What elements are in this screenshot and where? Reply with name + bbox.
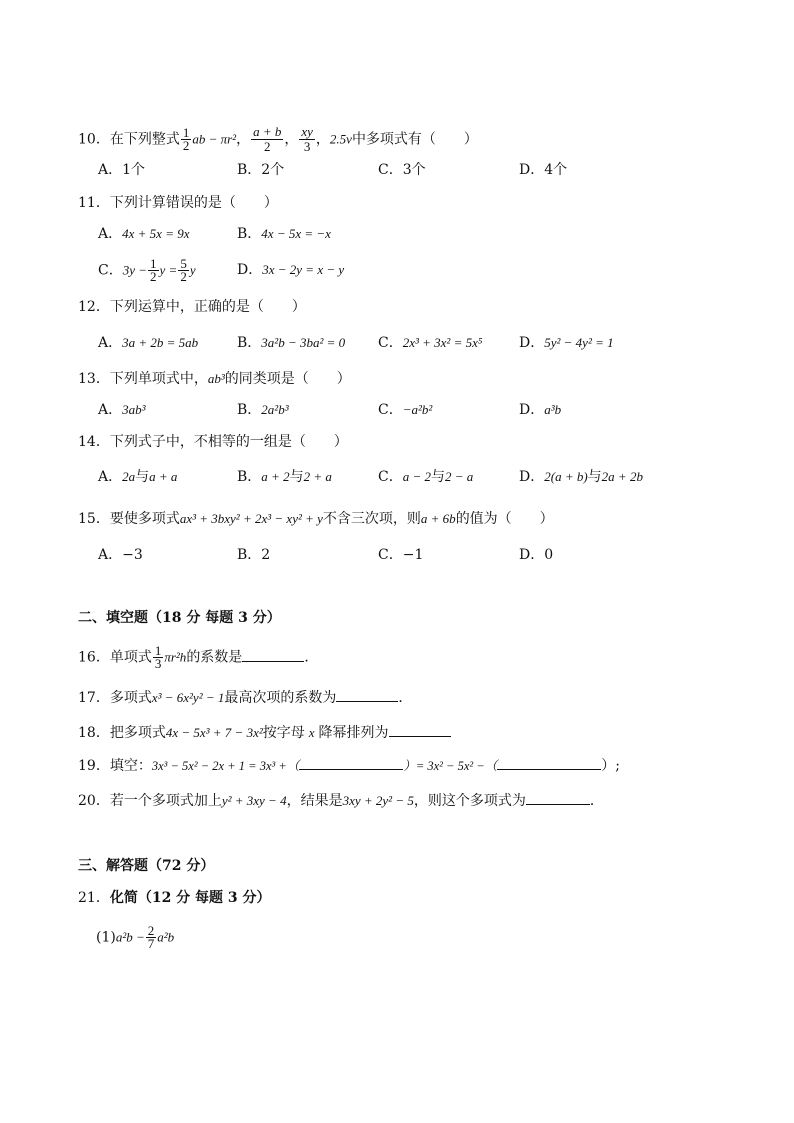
question-text: 化简（12 分 每题 3 分） [109,890,271,906]
option-d[interactable]: D．2(a + b)与2a + 2b [519,469,643,485]
question-17: 17．多项式x³ − 6x²y² − 1最高次项的系数为 ． [78,687,412,708]
question-number: 10． [78,131,110,148]
question-number: 12． [78,299,110,315]
fraction-two-sevenths: $\frac{2}{7}$ [147,923,155,951]
question-number: 21． [78,890,110,906]
question-text: 要使多项式 [109,511,180,527]
math-expression: ）= 3x² − 5x² −（ [403,759,498,773]
option-d[interactable]: D．0 [519,547,554,563]
option-d[interactable]: D．5y² − 4y² = 1 [519,335,614,351]
question-21 [78,888,271,908]
question-text: 下列单项式中， [109,371,208,387]
math-expression: 3xy + 2y² − 5 [342,793,414,808]
fraction-expression: $\frac{a + b}{2}$ [253,124,282,154]
option-c[interactable]: C．−1 [378,547,424,563]
answer-blank[interactable] [497,755,601,770]
option-a[interactable]: A．3ab³ [98,402,146,418]
question-12 [78,297,306,317]
option-d[interactable]: D．a³b [519,402,562,418]
question-text: 下列运算中，正确的是（ ） [109,299,306,315]
question-20: 20．若一个多项式加上y² + 3xy − 4，结果是3xy + 2y² − 5，则这个多项式为 ． [78,790,604,811]
question-15 [78,509,554,529]
question-text: 的系数是 [186,649,243,666]
option-a[interactable]: A．4x + 5x = 9x [98,226,190,242]
math-expression: 2.5v [329,131,352,147]
answer-blank[interactable] [336,687,398,702]
fraction-five-halves: $\frac{5}{2}$ [180,256,187,284]
question-text: 把多项式 [109,725,166,741]
question-text: ，则这个多项式为 [413,793,526,809]
question-text: 填空： [109,758,152,774]
option-d[interactable]: D．4个 [519,162,568,178]
question-18 [78,722,451,743]
question-10: 10．在下列整式 $\frac{1}{2}$ ab − πr²， $\frac{a + b}{2}$ ， $\frac{xy}{3}$ ，2.5v中多项式有（ ） [78,124,478,154]
question-number: 17． [78,690,110,706]
question-text: 降幂排列为 [318,725,389,741]
question-number: 14． [78,434,110,450]
section-heading-answer: 三、解答题（72 分） [78,858,215,874]
question-number: 13． [78,371,110,387]
math-expression: ab − πr² [192,131,237,147]
math-expression: y² + 3xy − 4 [221,793,287,808]
option-b[interactable]: B．3a²b − 3ba² = 0 [237,335,346,351]
answer-blank[interactable] [389,722,451,737]
math-expression: x³ − 6x²y² − 1 [151,690,225,705]
question-16: 16．单项式 $\frac{1}{3}$ πr²h的系数是 ． [78,643,319,671]
question-text: 中多项式有（ ） [351,131,478,148]
fraction-one-half: $\frac{1}{2}$ [182,125,190,153]
question-text: 下列式子中，不相等的一组是（ ） [109,434,348,450]
fraction-expression: $\frac{xy}{3}$ [301,124,313,154]
option-b[interactable]: B．2个 [237,162,285,178]
question-text: 若一个多项式加上 [109,793,222,809]
answer-blank[interactable] [299,755,403,770]
answer-blank[interactable] [526,790,590,805]
section-heading-fill-in: 二、填空题（18 分 每题 3 分） [78,610,281,626]
question-11 [78,193,278,213]
question-number: 18． [78,725,110,741]
question-text: 的同类项是（ ） [224,371,351,387]
option-b[interactable]: B．2a²b³ [237,402,289,418]
option-a[interactable]: A．3a + 2b = 5ab [98,335,199,351]
question-text: 单项式 [109,649,152,666]
question-text: ，结果是 [286,793,343,809]
question-number: 19． [78,758,110,774]
option-b[interactable]: B．4x − 5x = −x [237,226,331,242]
question-number: 16． [78,649,110,666]
option-d[interactable]: D．3x − 2y = x − y [237,262,345,278]
question-14 [78,432,348,452]
option-b[interactable]: B．a + 2与2 + a [237,469,332,485]
math-expression: 4x − 5x³ + 7 − 3x² [165,725,263,740]
option-a[interactable]: A．2a与a + a [98,469,178,485]
math-expression: 3x³ − 5x² − 2x + 1 = 3x³ +（ [151,759,300,773]
question-text: 下列计算错误的是（ ） [109,195,278,211]
math-expression: ax³ + 3bxy² + 2x³ − xy² + y [179,511,323,526]
question-text: 的值为（ ） [455,511,554,527]
math-expression: a + 6b [420,511,456,526]
separator: ， [236,131,251,148]
question-text: 不含三次项，则 [322,511,421,527]
question-text: 最高次项的系数为 [224,690,337,706]
option-a[interactable]: A．1个 [98,162,146,178]
fraction-one-third: $\frac{1}{3}$ [154,643,162,671]
question-number: 20． [78,793,110,809]
option-c[interactable]: C．a − 2与2 − a [378,469,474,485]
answer-blank[interactable] [242,647,304,662]
option-c[interactable]: C．2x³ + 3x² = 5x⁵ [378,335,483,351]
question-number: 15． [78,511,110,527]
option-c[interactable]: C．3个 [378,162,426,178]
option-b[interactable]: B．2 [237,547,271,563]
math-expression: ab³ [207,371,225,386]
option-c[interactable]: C．3y − $\frac{1}{2}$ y = $\frac{5}{2}$ y [98,256,196,284]
option-c[interactable]: C．−a²b² [378,402,433,418]
math-expression: πr²h [164,649,187,665]
question-19: 19．填空：3x³ − 5x² − 2x + 1 = 3x³ +（ ）= 3x² − 5x² −（ ）; [78,755,620,776]
question-text: 在下列整式 [109,131,180,148]
math-variable: x [308,725,315,740]
option-a[interactable]: A．−3 [98,547,143,563]
fraction-one-half: $\frac{1}{2}$ [150,256,157,284]
sub-question-1: (1)a²b − $\frac{2}{7}$ a²b [96,923,175,951]
question-number: 11． [78,195,110,211]
question-13 [78,369,351,389]
question-text: 按字母 [262,725,305,741]
question-text: 多项式 [109,690,152,706]
